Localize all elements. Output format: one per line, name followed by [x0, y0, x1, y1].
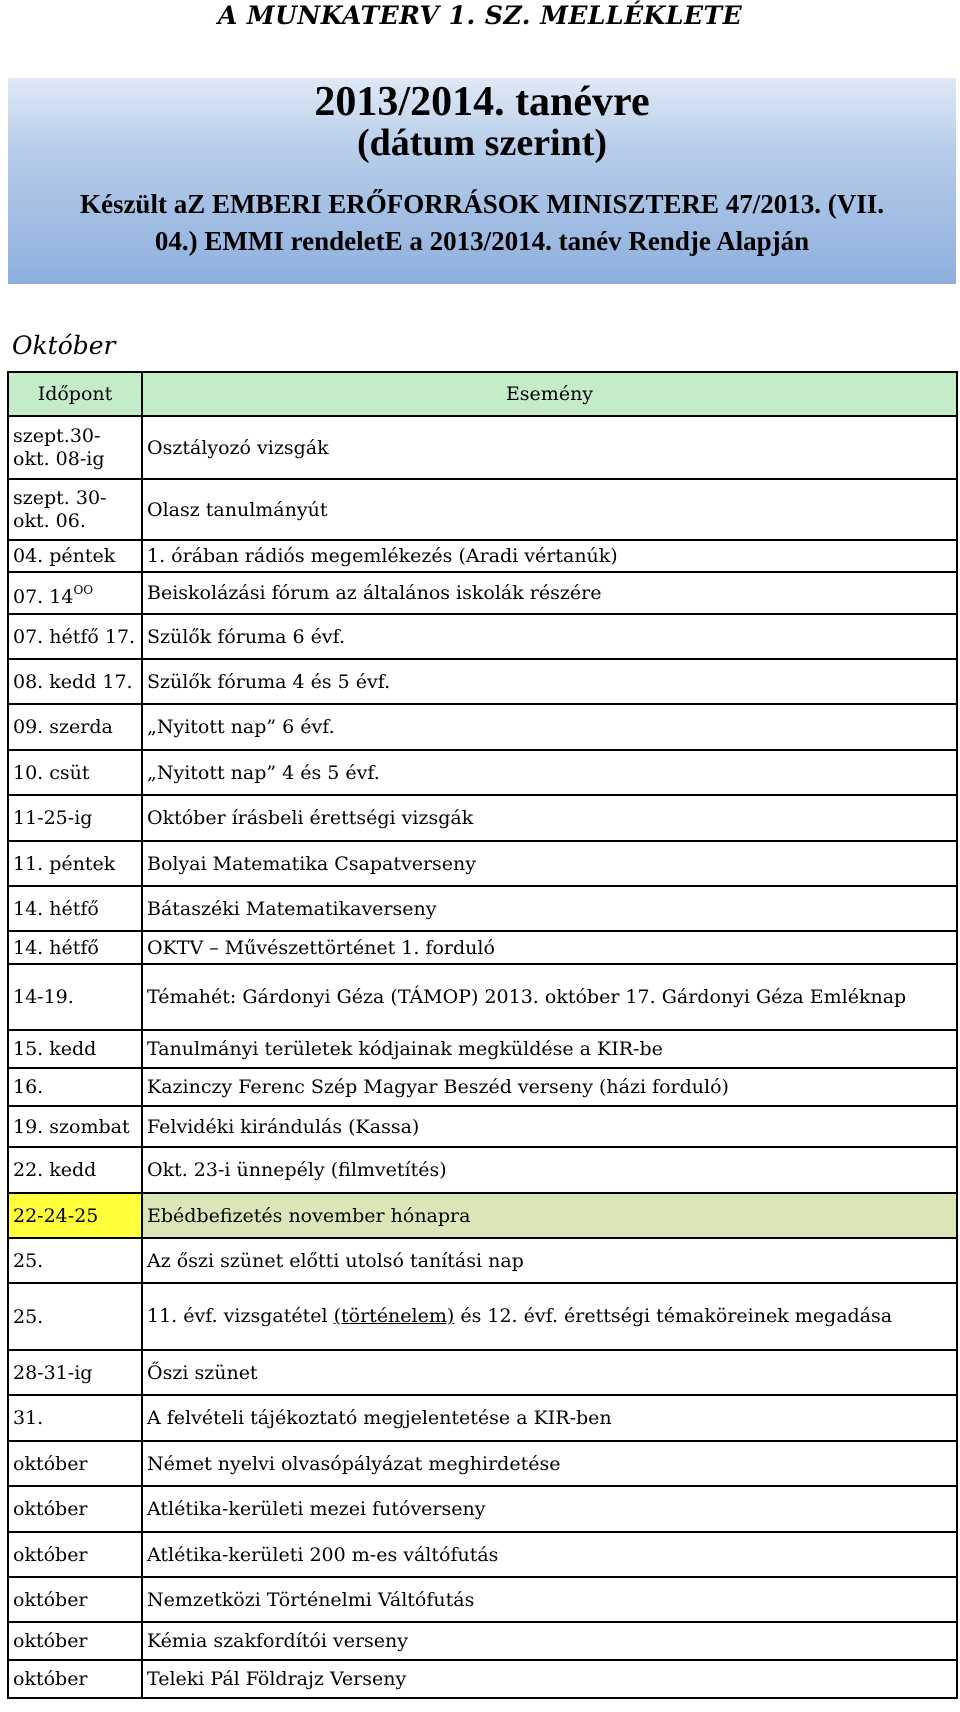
- row-date: 14. hétfő: [8, 886, 142, 931]
- row-event: Német nyelvi olvasópályázat meghirdetése: [142, 1441, 957, 1486]
- row-date: szept. 30- okt. 06.: [8, 479, 142, 540]
- table-row: [8, 1147, 957, 1193]
- row-date: 11-25-ig: [8, 795, 142, 841]
- row-date: 14-19.: [8, 964, 142, 1030]
- table-row: [8, 1238, 957, 1283]
- row-date: 22-24-25: [8, 1193, 142, 1238]
- table-header-row: [8, 372, 957, 416]
- column-header-event: Esemény: [142, 372, 957, 416]
- document-top-title: A MUNKATERV 1. SZ. MELLÉKLETE: [217, 1, 743, 30]
- row-date: 25.: [8, 1283, 142, 1350]
- row-date: 10. csüt: [8, 750, 142, 795]
- row-event: A felvételi tájékoztató megjelentetése a KIR-ben: [142, 1395, 957, 1441]
- row-date: 16.: [8, 1068, 142, 1106]
- row-event-text: és 12. évf. érettségi témaköreinek megadása: [454, 1305, 893, 1327]
- table-row: [8, 1106, 957, 1147]
- row-event: Nemzetközi Történelmi Váltófutás: [142, 1577, 957, 1622]
- row-event: „Nyitott nap” 6 évf.: [142, 704, 957, 750]
- banner-school-year: 2013/2014. tanévre: [314, 79, 650, 125]
- row-event: Kémia szakfordítói verseny: [142, 1622, 957, 1660]
- table-row: [8, 841, 957, 886]
- row-event: Osztályozó vizsgák: [142, 416, 957, 479]
- row-date: október: [8, 1577, 142, 1622]
- row-event: Bátaszéki Matematikaverseny: [142, 886, 957, 931]
- row-event: Felvidéki kirándulás (Kassa): [142, 1106, 957, 1147]
- row-date: 22. kedd: [8, 1147, 142, 1193]
- row-date: 14. hétfő: [8, 931, 142, 964]
- table-row: [8, 416, 957, 479]
- row-date: október: [8, 1441, 142, 1486]
- row-event: Okt. 23-i ünnepély (filmvetítés): [142, 1147, 957, 1193]
- row-event: Őszi szünet: [142, 1350, 957, 1395]
- table-row: [8, 1660, 957, 1698]
- events-table: [7, 371, 958, 1699]
- row-date: 04. péntek: [8, 540, 142, 572]
- row-event: „Nyitott nap” 4 és 5 évf.: [142, 750, 957, 795]
- row-date: 25.: [8, 1238, 142, 1283]
- row-event: Atlétika-kerületi 200 m-es váltófutás: [142, 1532, 957, 1577]
- table-row: [8, 1577, 957, 1622]
- table-row: [8, 964, 957, 1030]
- row-date: 08. kedd 17.: [8, 659, 142, 704]
- banner-subtitle-line2: 04.) EMMI rendeletE a 2013/2014. tanév Rendje Alapján: [154, 226, 810, 256]
- table-row: [8, 1068, 957, 1106]
- table-row: [8, 931, 957, 964]
- table-row-highlighted: [8, 1193, 957, 1238]
- row-date: [8, 572, 142, 614]
- row-date: 09. szerda: [8, 704, 142, 750]
- table-row: [8, 795, 957, 841]
- row-date-superscript: OO: [73, 582, 94, 597]
- row-date: október: [8, 1622, 142, 1660]
- row-date: 11. péntek: [8, 841, 142, 886]
- table-row: [8, 1532, 957, 1577]
- row-event: Atlétika-kerületi mezei futóverseny: [142, 1486, 957, 1532]
- row-date: 07. hétfő 17.: [8, 614, 142, 659]
- row-event: 1. órában rádiós megemlékezés (Aradi vértanúk): [142, 540, 957, 572]
- row-event: Az őszi szünet előtti utolsó tanítási nap: [142, 1238, 957, 1283]
- table-row: [8, 886, 957, 931]
- row-date: szept.30- okt. 08-ig: [8, 416, 142, 479]
- table-row: [8, 614, 957, 659]
- row-event: Ebédbefizetés november hónapra: [142, 1193, 957, 1238]
- banner-date-order: (dátum szerint): [356, 122, 608, 164]
- table-row: [8, 704, 957, 750]
- table-row: [8, 1395, 957, 1441]
- title-banner: [8, 78, 956, 284]
- row-date: 19. szombat: [8, 1106, 142, 1147]
- row-event: Teleki Pál Földrajz Verseny: [142, 1660, 957, 1698]
- row-date: október: [8, 1660, 142, 1698]
- banner-subtitle-line1: Készült aZ EMBERI ERŐFORRÁSOK MINISZTERE 47/2013. (VII.: [79, 189, 885, 219]
- row-event: Tanulmányi területek kódjainak megküldése a KIR-be: [142, 1030, 957, 1068]
- row-event: [142, 1283, 957, 1350]
- row-date: 28-31-ig: [8, 1350, 142, 1395]
- row-date: 31.: [8, 1395, 142, 1441]
- table-row: [8, 1441, 957, 1486]
- row-event-text: 11. évf. vizsgatétel: [147, 1305, 334, 1327]
- table-row: [8, 1486, 957, 1532]
- table-row: [8, 1350, 957, 1395]
- table-row: [8, 479, 957, 540]
- table-row: [8, 1030, 957, 1068]
- table-row: [8, 540, 957, 572]
- row-event: Bolyai Matematika Csapatverseny: [142, 841, 957, 886]
- row-event-underlined: (történelem): [333, 1305, 455, 1327]
- row-event: Október írásbeli érettségi vizsgák: [142, 795, 957, 841]
- table-row: [8, 572, 957, 614]
- column-header-date: Időpont: [8, 372, 142, 416]
- table-row: [8, 1283, 957, 1350]
- row-event: Témahét: Gárdonyi Géza (TÁMOP) 2013. október 17. Gárdonyi Géza Emléknap: [142, 964, 957, 1030]
- row-event: Olasz tanulmányút: [142, 479, 957, 540]
- row-event: Szülők fóruma 6 évf.: [142, 614, 957, 659]
- table-row: [8, 1622, 957, 1660]
- row-event: Beiskolázási fórum az általános iskolák részére: [142, 572, 957, 614]
- row-event: Kazinczy Ferenc Szép Magyar Beszéd verseny (házi forduló): [142, 1068, 957, 1106]
- banner-subtitle: [8, 186, 956, 260]
- row-event: Szülők fóruma 4 és 5 évf.: [142, 659, 957, 704]
- table-row: [8, 750, 957, 795]
- row-event: OKTV – Művészettörténet 1. forduló: [142, 931, 957, 964]
- row-date: október: [8, 1486, 142, 1532]
- row-date-text: 07. 14: [13, 585, 74, 608]
- row-date: október: [8, 1532, 142, 1577]
- row-date: 15. kedd: [8, 1030, 142, 1068]
- month-heading: Október: [12, 331, 116, 360]
- table-row: [8, 659, 957, 704]
